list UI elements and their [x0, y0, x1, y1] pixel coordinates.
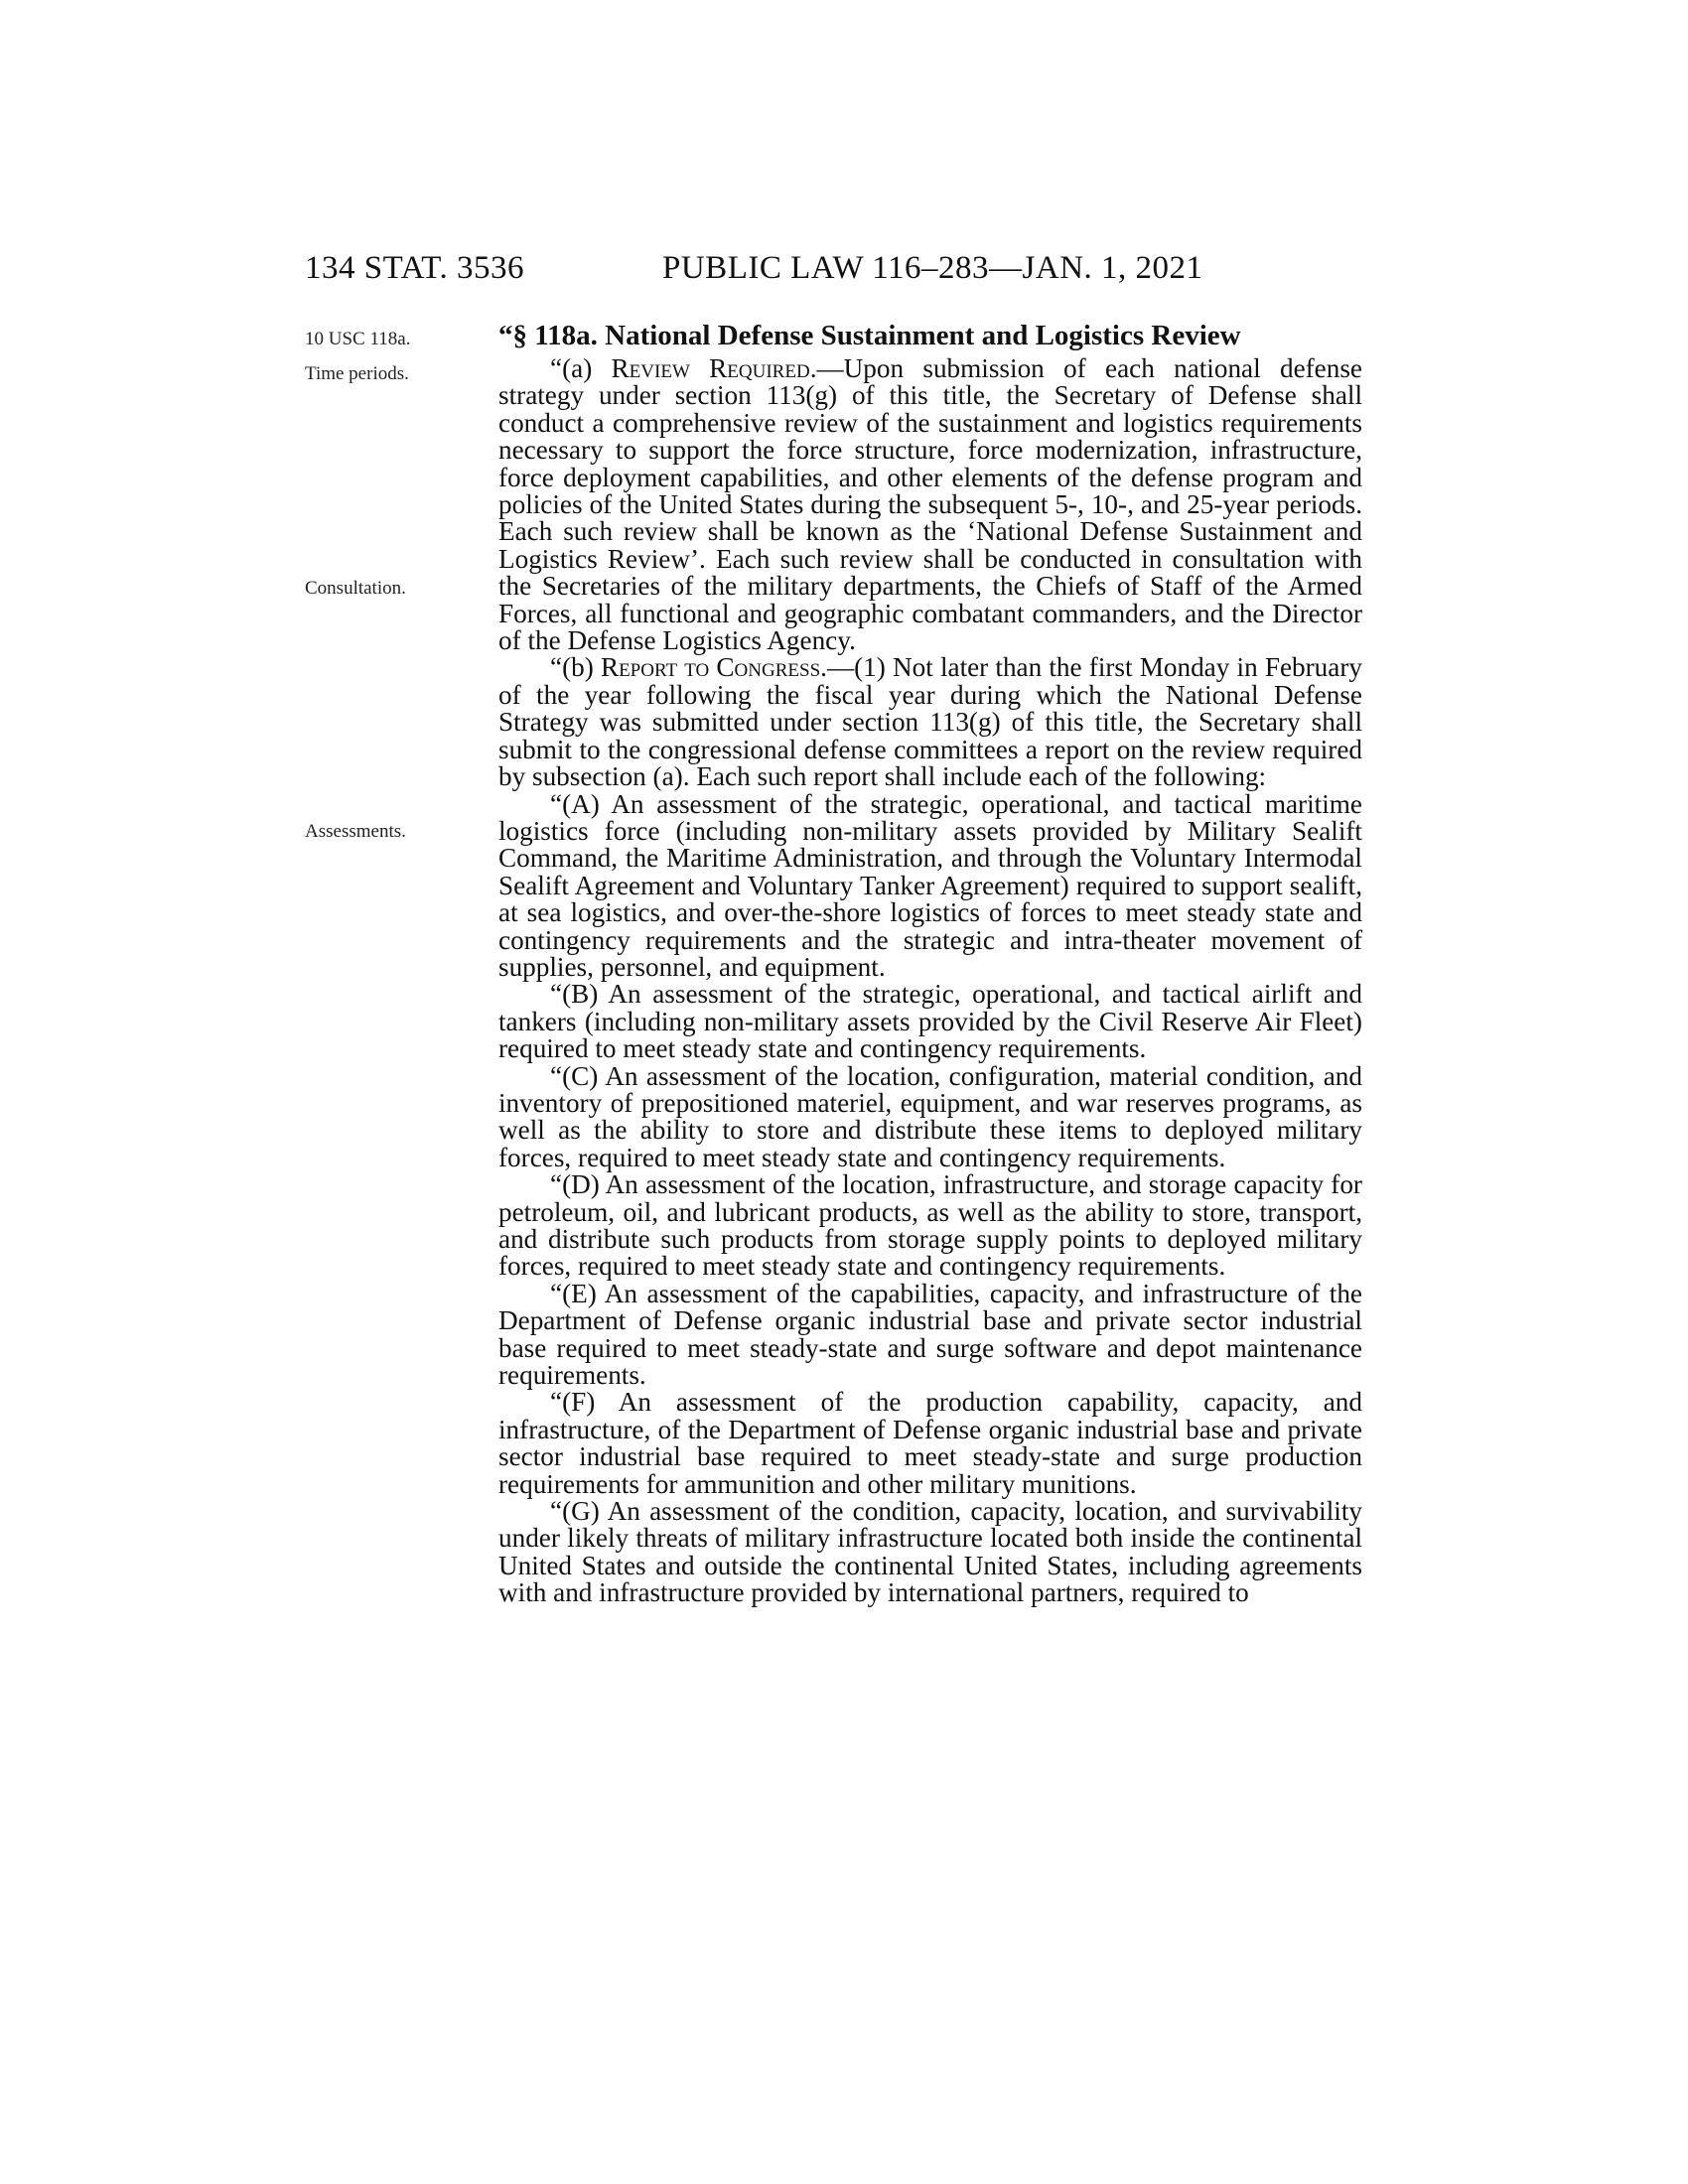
subparagraph-E: “(E) An assessment of the capabilities, capacity, and infrastructure of the Department of Defense organic industrial base and private sector industrial base required to meet steady-state and surge software and depot maintenance requirements.	[498, 1278, 1362, 1391]
subparagraph-G: “(G) An assessment of the condition, capacity, location, and survivability under likely threats of military infrastructure located both inside the continental United States and outside the continental United States, including agreements with and infrastructure provided by international partners, required to	[498, 1496, 1362, 1608]
subparagraph-C: “(C) An assessment of the location, configuration, material condition, and inventory of prepositioned materiel, equipment, and war reserves programs, as well as the ability to store and distribute these items to deployed military forces, required to meet steady state and contingency requirements.	[498, 1060, 1362, 1172]
paragraph-b-prefix: “(b)	[550, 652, 601, 683]
paragraph-b-heading: Report to Congress	[600, 652, 821, 683]
section-title: “§ 118a. National Defense Sustainment and Logistics Review	[498, 320, 1241, 351]
subparagraph-B: “(B) An assessment of the strategic, operational, and tactical airlift and tankers (including non-military assets provided by the Civil Reserve Air Fleet) required to meet steady state and contingency requirements.	[498, 979, 1362, 1064]
margin-note-time-periods: Time periods.	[305, 363, 409, 384]
paragraph-a-heading: Review Required	[611, 353, 810, 383]
margin-note-assessments: Assessments.	[305, 821, 406, 842]
public-law-header: PUBLIC LAW 116–283—JAN. 1, 2021	[662, 250, 1203, 286]
paragraph-b-text: .—(1) Not later than the first Monday in February of the year following the fiscal year during which the National Defense Strategy was submitted under section 113(g) of this title, the Secretary shall submit to the congressional defense committees a report on the review required by subsection (a). Each such report shall include each of the following:	[498, 652, 1362, 792]
subparagraph-F: “(F) An assessment of the production capability, capacity, and infrastructure, of the Department of Defense organic industrial base and private sector industrial base required to meet steady-state and surge production requirements for ammunition and other military munitions.	[498, 1387, 1362, 1499]
margin-note-usc: 10 USC 118a.	[305, 329, 411, 349]
paragraph-a-prefix: “(a)	[550, 353, 612, 383]
page-reference: 134 STAT. 3536	[305, 250, 525, 286]
subparagraph-D: “(D) An assessment of the location, infrastructure, and storage capacity for petroleum, oil, and lubricant products, as well as the ability to store, transport, and distribute such products from storage supply points to deployed military forces, required to meet steady state and contingency requirements.	[498, 1169, 1362, 1282]
paragraph-b	[498, 654, 1362, 790]
paragraph-a	[498, 355, 1362, 654]
margin-note-consultation: Consultation.	[305, 578, 406, 599]
paragraph-a-text: .—Upon submission of each national defense strategy under section 113(g) of this title, the Secretary of Defense shall conduct a comprehensive review of the sustainment and logistics requirements necessary to support the force structure, force modernization, infrastructure, force deployment capabilities, and other elements of the defense program and policies of the United States during the subsequent 5-, 10-, and 25-year periods. Each such review shall be known as the ‘National Defense Sustainment and Logistics Review’. Each such review shall be conducted in consultation with the Secretaries of the military departments, the Chiefs of Staff of the Armed Forces, all functional and geographic combatant commanders, and the Director of the Defense Logistics Agency.	[498, 353, 1362, 656]
section-body	[498, 355, 1362, 1607]
subparagraph-A: “(A) An assessment of the strategic, operational, and tactical maritime logistics force (including non-military assets provided by Military Sealift Command, the Maritime Administration, and through the Voluntary Intermodal Sealift Agreement and Voluntary Tanker Agreement) required to support sealift, at sea logistics, and over-the-shore logistics of forces to meet steady state and contingency requirements and the strategic and intra-theater movement of supplies, personnel, and equipment.	[498, 788, 1362, 982]
